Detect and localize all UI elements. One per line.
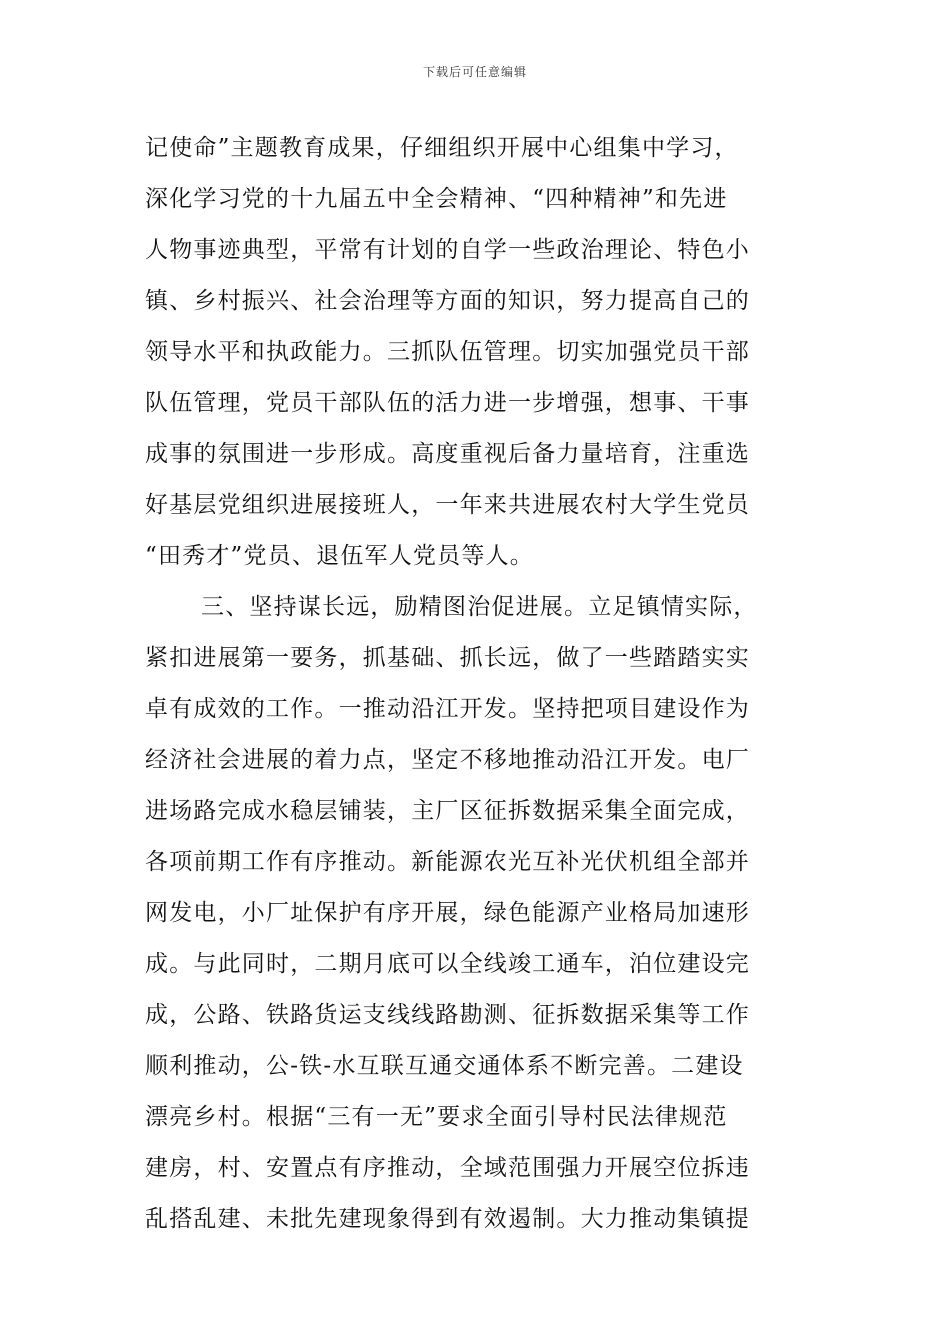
text-line: 进场路完成水稳层铺装，主厂区征拆数据采集全面完成， xyxy=(145,798,750,824)
text-line: 紧扣进展第一要务，抓基础、抓长远，做了一些踏踏实实 xyxy=(145,645,750,671)
text-line: 经济社会进展的着力点，坚定不移地推动沿江开发。电厂 xyxy=(145,747,750,773)
text-line: 成。与此同时，二期月底可以全线竣工通车，泊位建设完 xyxy=(145,951,750,977)
document-body xyxy=(145,123,815,1245)
text-line: 人物事迹典型，平常有计划的自学一些政治理论、特色小 xyxy=(145,237,750,263)
text-line: 深化学习党的十九届五中全会精神、“四种精神”和先进 xyxy=(145,186,728,212)
section-heading-line: 三、坚持谋长远，励精图治促进展。立足镇情实际， xyxy=(201,594,758,620)
text-line: 成事的氛围进一步形成。高度重视后备力量培育，注重选 xyxy=(145,441,750,467)
text-line: 记使命”主题教育成果，仔细组织开展中心组集中学习， xyxy=(145,135,739,161)
page-header: 下载后可任意编辑 xyxy=(422,65,527,79)
text-line: “田秀才”党员、退伍军人党员等人。 xyxy=(145,543,534,569)
text-line: 网发电，小厂址保护有序开展，绿色能源产业格局加速形 xyxy=(145,900,750,926)
text-line: 好基层党组织进展接班人，一年来共进展农村大学生党员 xyxy=(145,492,750,518)
text-line: 队伍管理，党员干部队伍的活力进一步增强，想事、干事 xyxy=(145,390,750,416)
text-line: 镇、乡村振兴、社会治理等方面的知识，努力提高自己的 xyxy=(145,288,750,314)
text-line: 乱搭乱建、未批先建现象得到有效遏制。大力推动集镇提 xyxy=(145,1206,750,1232)
text-line: 卓有成效的工作。一推动沿江开发。坚持把项目建设作为 xyxy=(145,696,750,722)
text-line: 成，公路、铁路货运支线线路勘测、征拆数据采集等工作 xyxy=(145,1002,750,1028)
text-line: 顺利推动，公-铁-水互联互通交通体系不断完善。二建设 xyxy=(145,1053,744,1079)
text-line: 建房，村、安置点有序推动，全域范围强力开展空位拆违 xyxy=(145,1155,750,1181)
text-line: 各项前期工作有序推动。新能源农光互补光伏机组全部并 xyxy=(145,849,750,875)
text-line: 漂亮乡村。根据“三有一无”要求全面引导村民法律规范 xyxy=(145,1104,728,1130)
text-line: 领导水平和执政能力。三抓队伍管理。切实加强党员干部 xyxy=(145,339,750,365)
